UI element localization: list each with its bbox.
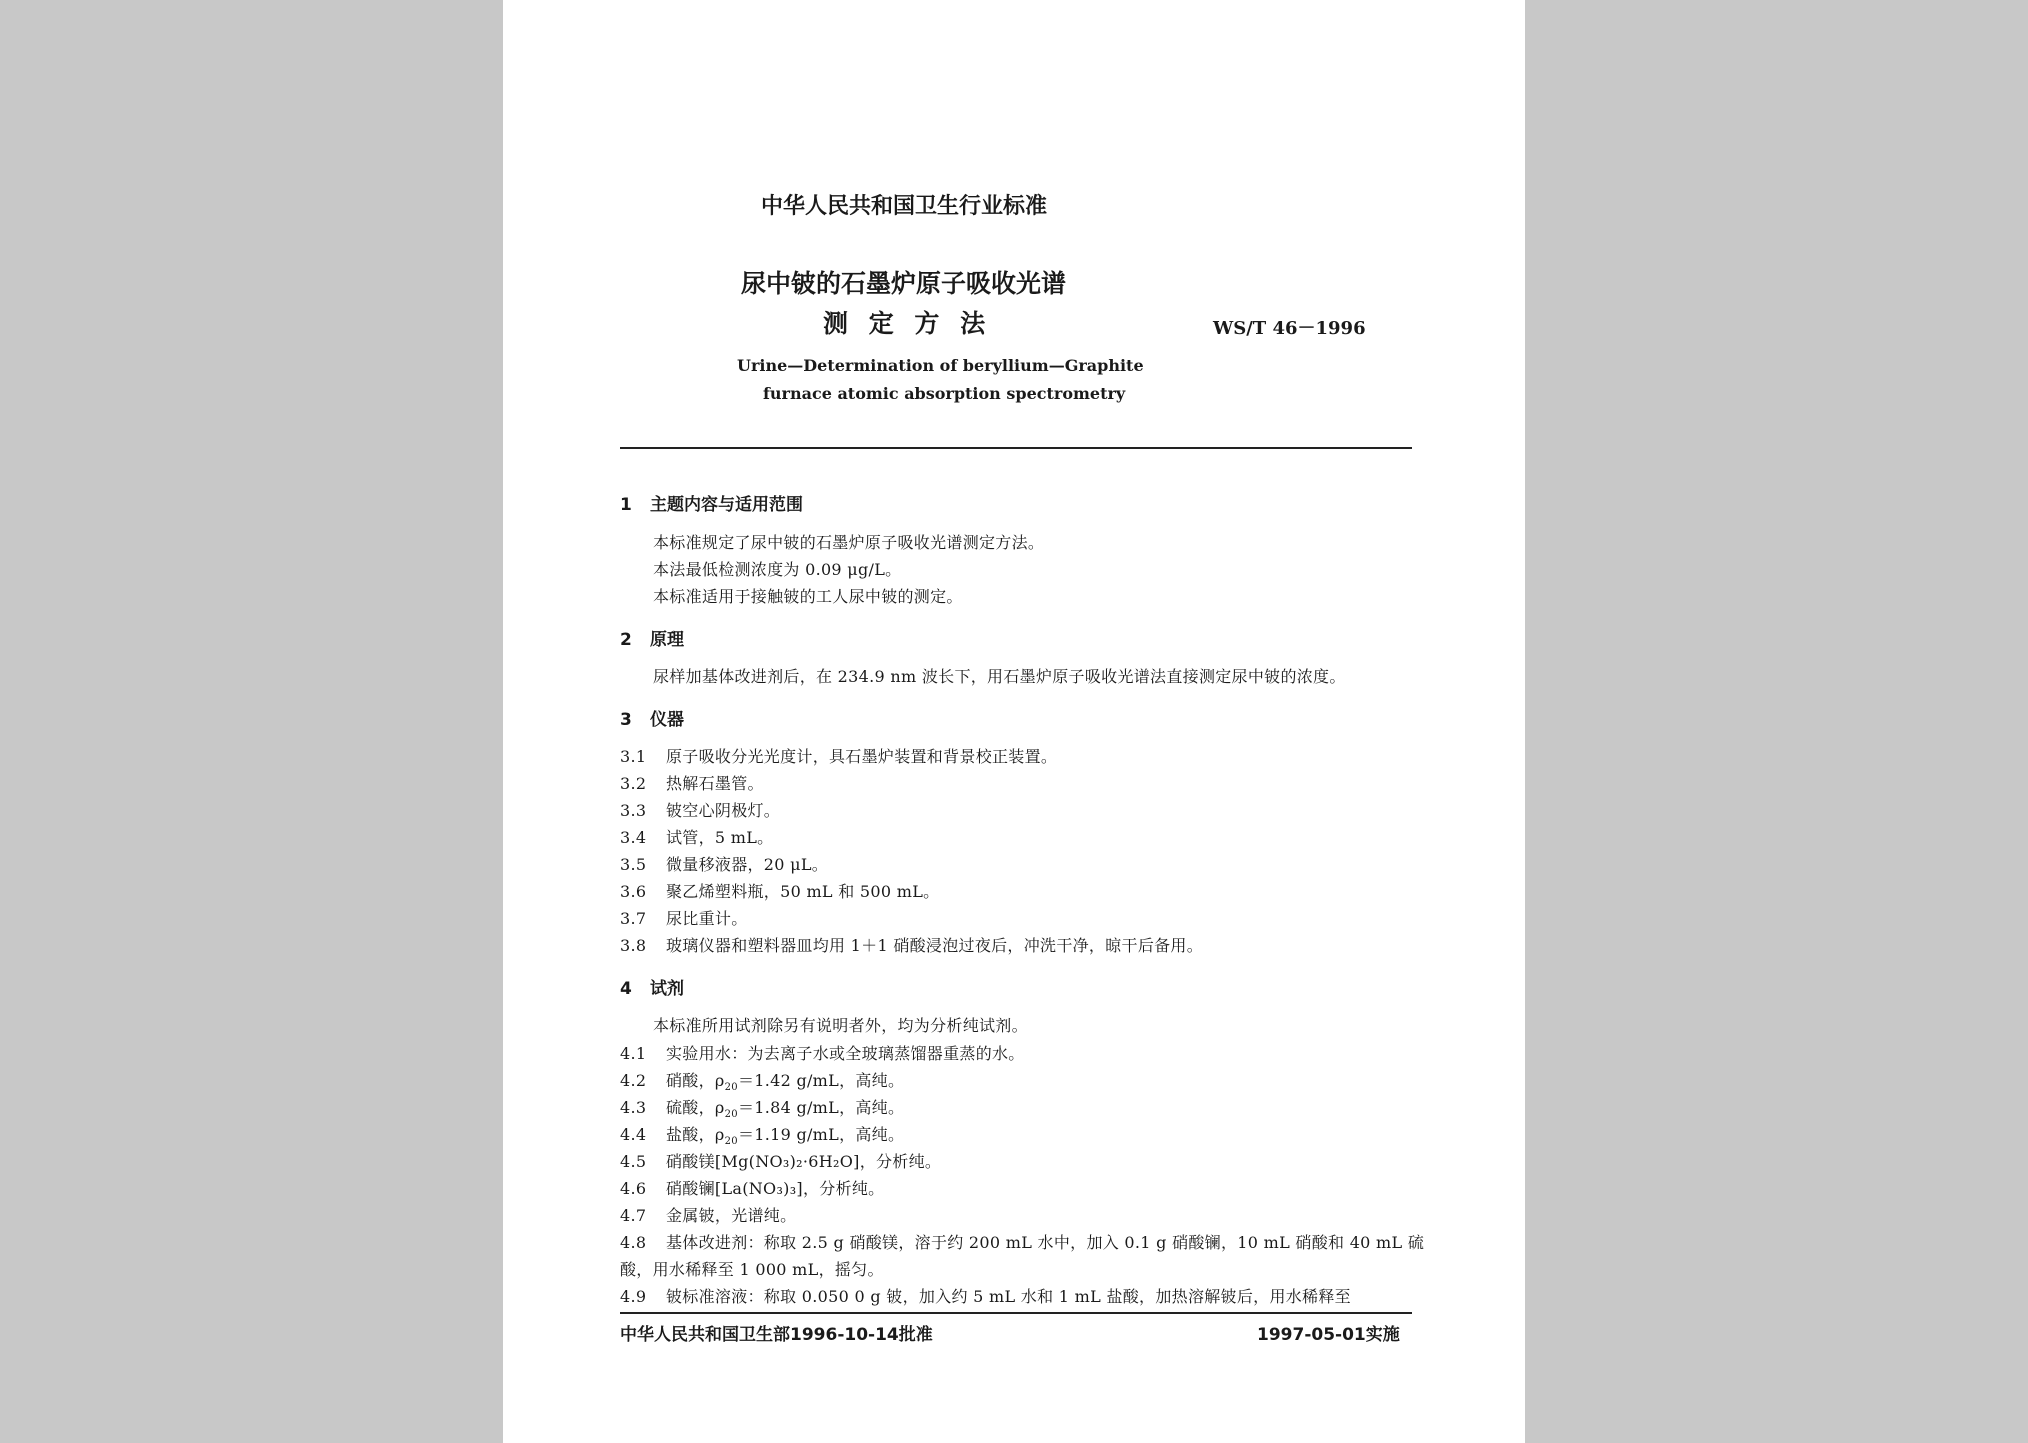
item-text: 硝酸，ρ [666,1071,725,1090]
item-text: 聚乙烯塑料瓶，50 mL 和 500 mL。 [666,882,940,901]
item-text: 金属铍，光谱纯。 [666,1206,797,1225]
paragraph: 尿样加基体改进剂后，在 234.9 nm 波长下，用石墨炉原子吸收光谱法直接测定尿中铍的浓度。 [653,667,1346,686]
item-text: 硝酸镧[La(NO₃)₃]，分析纯。 [666,1179,885,1198]
item-text: 铍空心阴极灯。 [666,801,781,820]
list-item [620,798,780,821]
footer-approval: 中华人民共和国卫生部1996-10-14批准 [620,1325,933,1345]
item-text: 硝酸镁[Mg(NO₃)₂·6H₂O]，分析纯。 [666,1152,942,1171]
paragraph: 本标准适用于接触铍的工人尿中铍的测定。 [653,587,963,606]
list-item-continuation: 酸，用水稀释至 1 000 mL，摇匀。 [620,1260,884,1279]
item-text: ＝1.19 g/mL，高纯。 [737,1125,905,1144]
list-item [620,1068,904,1093]
header-divider [620,447,1412,449]
footer-divider [620,1312,1412,1314]
item-text: 微量移液器，20 μL。 [666,855,829,874]
paragraph: 本标准规定了尿中铍的石墨炉原子吸收光谱测定方法。 [653,533,1045,552]
list-item [620,825,773,848]
item-number: 3.1 [620,747,647,766]
section-number: 4 [620,979,632,999]
section-2-heading [620,625,684,650]
item-number: 4.1 [620,1044,647,1063]
item-number: 4.8 [620,1233,647,1252]
item-number: 3.4 [620,828,647,847]
list-item [620,1203,796,1226]
section-1-heading [620,490,803,515]
list-item [620,1122,904,1147]
item-text: 热解石墨管。 [666,774,764,793]
item-text: 盐酸，ρ [666,1125,725,1144]
list-item [620,933,1203,956]
list-item [620,1176,884,1199]
item-number: 4.4 [620,1125,647,1144]
item-number: 4.7 [620,1206,647,1225]
item-number: 4.9 [620,1287,647,1306]
section-title: 试剂 [650,979,684,999]
item-text: ＝1.42 g/mL，高纯。 [737,1071,905,1090]
title-line-1: 尿中铍的石墨炉原子吸收光谱 [741,269,1067,298]
section-title: 仪器 [650,710,684,730]
item-number: 3.2 [620,774,647,793]
english-title-line-1: Urine—Determination of beryllium—Graphite [737,356,1144,375]
list-item [620,906,748,929]
title-line-2: 测 定 方 法 [823,309,992,338]
item-text: 基体改进剂：称取 2.5 g 硝酸镁，溶于约 200 mL 水中，加入 0.1 g 硝酸镧，10 mL 硝酸和 40 mL 硫 [666,1233,1425,1252]
paragraph: 本标准所用试剂除另有说明者外，均为分析纯试剂。 [653,1016,1028,1035]
item-text: 实验用水：为去离子水或全玻璃蒸馏器重蒸的水。 [666,1044,1025,1063]
item-text: 玻璃仪器和塑料器皿均用 1＋1 硝酸浸泡过夜后，冲洗干净，晾干后备用。 [666,936,1204,955]
item-text: 铍标准溶液：称取 0.050 0 g 铍，加入约 5 mL 水和 1 mL 盐酸，加热溶解铍后，用水稀释至 [666,1287,1351,1306]
item-number: 4.5 [620,1152,647,1171]
document-page [503,0,1525,1443]
item-number: 3.8 [620,936,647,955]
list-item [620,1230,1424,1253]
list-item [620,1149,941,1172]
org-standard-title: 中华人民共和国卫生行业标准 [761,194,1048,219]
item-number: 3.7 [620,909,647,928]
subscript: 20 [724,1136,738,1148]
list-item [620,1095,904,1120]
item-text: 原子吸收分光光度计，具石墨炉装置和背景校正装置。 [666,747,1058,766]
item-text: ＝1.84 g/mL，高纯。 [737,1098,905,1117]
list-item [620,879,939,902]
item-text: 硫酸，ρ [666,1098,725,1117]
section-3-heading [620,705,684,730]
item-number: 3.5 [620,855,647,874]
item-text: 尿比重计。 [666,909,748,928]
list-item [620,744,1057,767]
list-item [620,1041,1025,1064]
item-text: 试管，5 mL。 [666,828,774,847]
subscript: 20 [724,1082,738,1094]
paragraph: 本法最低检测浓度为 0.09 μg/L。 [653,560,902,579]
section-title: 主题内容与适用范围 [650,495,803,515]
section-number: 1 [620,495,632,515]
subscript: 20 [724,1109,738,1121]
section-4-heading [620,974,684,999]
list-item [620,852,828,875]
section-number: 2 [620,630,632,650]
item-number: 4.2 [620,1071,647,1090]
list-item [620,1284,1351,1307]
item-number: 4.6 [620,1179,647,1198]
item-number: 3.3 [620,801,647,820]
item-number: 4.3 [620,1098,647,1117]
standard-code: WS/T 46－1996 [1213,318,1366,339]
footer-implementation: 1997-05-01实施 [1257,1325,1400,1345]
english-title-line-2: furnace atomic absorption spectrometry [763,384,1126,403]
list-item [620,771,764,794]
item-number: 3.6 [620,882,647,901]
section-number: 3 [620,710,632,730]
section-title: 原理 [650,630,684,650]
